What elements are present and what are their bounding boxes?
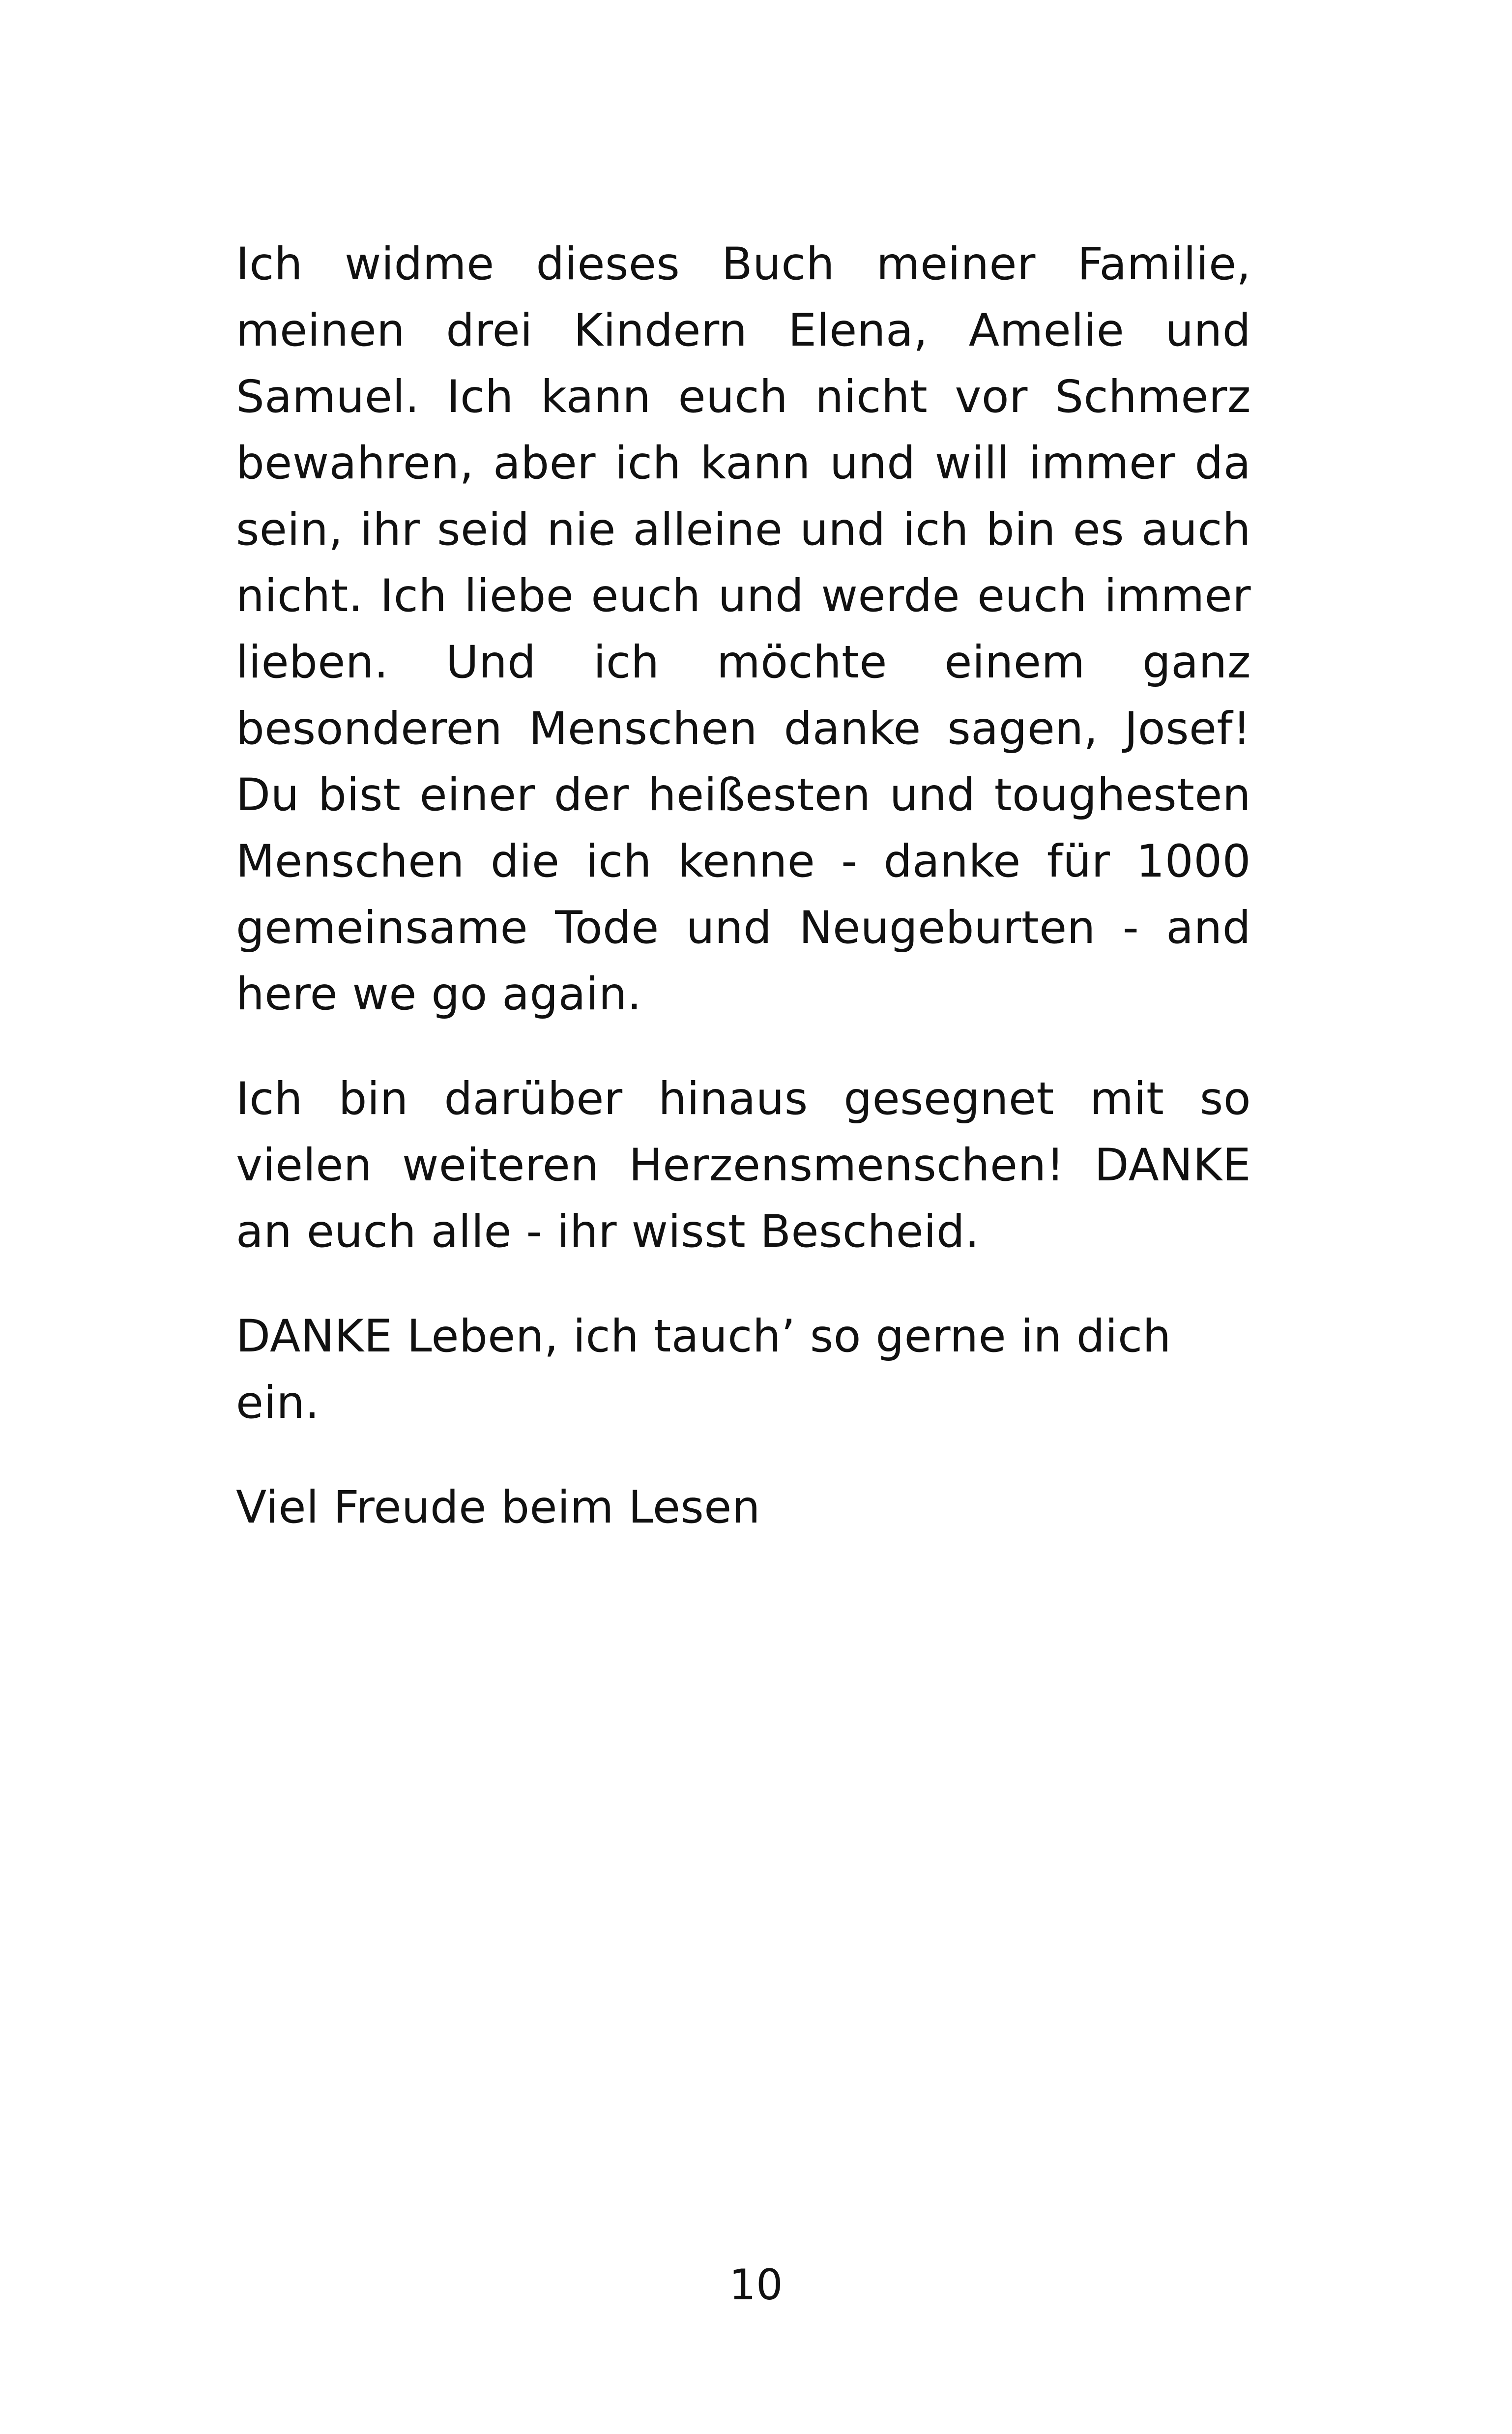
page-number: 10	[729, 2260, 783, 2310]
dedication-paragraph-thanks: Ich bin darüber hinaus gesegnet mit so vielen weiteren Herzensmenschen! DANKE an euch alle - ihr wisst Bescheid.	[236, 1073, 1251, 1258]
dedication-paragraph-family: Ich widme dieses Buch meiner Familie, meinen drei Kindern Elena, Amelie und Samuel. Ich kann euch nicht vor Schmerz bewahren, aber ich kann und will immer da sein, ihr seid nie alleine und ich bin es auch nicht. Ich liebe euch und werde euch immer lieben. Und ich möchte einem ganz besonderen Menschen danke sagen, Josef! Du bist einer der heißesten und toughesten Menschen die ich kenne - danke für 1000 gemeinsame Tode und Neugeburten - and here we go again.	[236, 238, 1251, 1020]
closing-line: Viel Freude beim Lesen	[236, 1482, 760, 1533]
dedication-paragraph-life: DANKE Leben, ich tauch’ so gerne in dich ein.	[236, 1311, 1171, 1429]
dedication-text	[236, 231, 1251, 1541]
